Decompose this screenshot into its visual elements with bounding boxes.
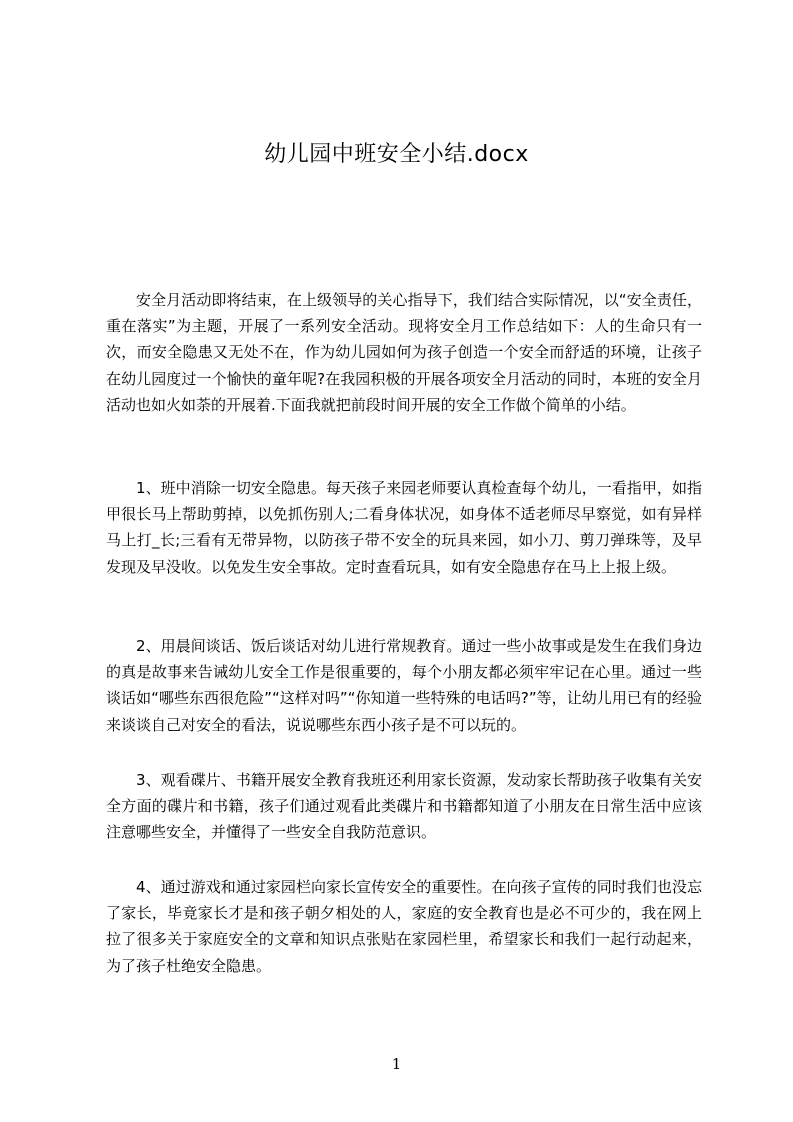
paragraph-item-2: 2、用晨间谈话、饭后谈话对幼儿进行常规教育。通过一些小故事或是发生在我们身边的真是故事来告诫幼儿安全工作是很重要的，每个小朋友都必须牢牢记在心里。通过一些谈话如“哪些东西很危险”“这样对吗”“你知道一些特殊的电话吗?”等，让幼儿用已有的经验来谈谈自己对安全的看法，说说哪些东西小孩子是不可以玩的。 (106, 637, 702, 734)
paragraph-intro: 安全月活动即将结束，在上级领导的关心指导下，我们结合实际情况，以“安全责任，重在落实”为主题，开展了一系列安全活动。现将安全月工作总结如下：人的生命只有一次，而安全隐患又无处不在，作为幼儿园如何为孩子创造一个安全而舒适的环境，让孩子在幼儿园度过一个愉快的童年呢?在我园积极的开展各项安全月活动的同时，本班的安全月活动也如火如荼的开展着.下面我就把前段时间开展的安全工作做个简单的小结。 (106, 291, 702, 414)
paragraph-item-1: 1、班中消除一切安全隐患。每天孩子来园老师要认真检查每个幼儿，一看指甲，如指甲很长马上帮助剪掉，以免抓伤别人;二看身体状况，如身体不适老师尽早察觉，如有异样马上打_长;三看有无带异物，以防孩子带不安全的玩具来园，如小刀、剪刀弹珠等，及早发现及早没收。以免发生安全事故。定时查看玩具，如有安全隐患存在马上上报上级。 (106, 479, 702, 576)
paragraph-item-3: 3、观看碟片、书籍开展安全教育我班还利用家长资源，发动家长帮助孩子收集有关安全方面的碟片和书籍，孩子们通过观看此类碟片和书籍都知道了小朋友在日常生活中应该注意哪些安全，并懂得了一些安全自我防范意识。 (106, 771, 702, 842)
page-number: 1 (391, 1055, 402, 1073)
paragraph-item-4: 4、通过游戏和通过家园栏向家长宣传安全的重要性。在向孩子宣传的同时我们也没忘了家长，毕竟家长才是和孩子朝夕相处的人，家庭的安全教育也是必不可少的，我在网上拉了很多关于家庭安全的文章和知识点张贴在家园栏里，希望家长和我们一起行动起来，为了孩子杜绝安全隐患。 (106, 878, 702, 975)
document-title: 幼儿园中班安全小结.docx (264, 142, 529, 167)
